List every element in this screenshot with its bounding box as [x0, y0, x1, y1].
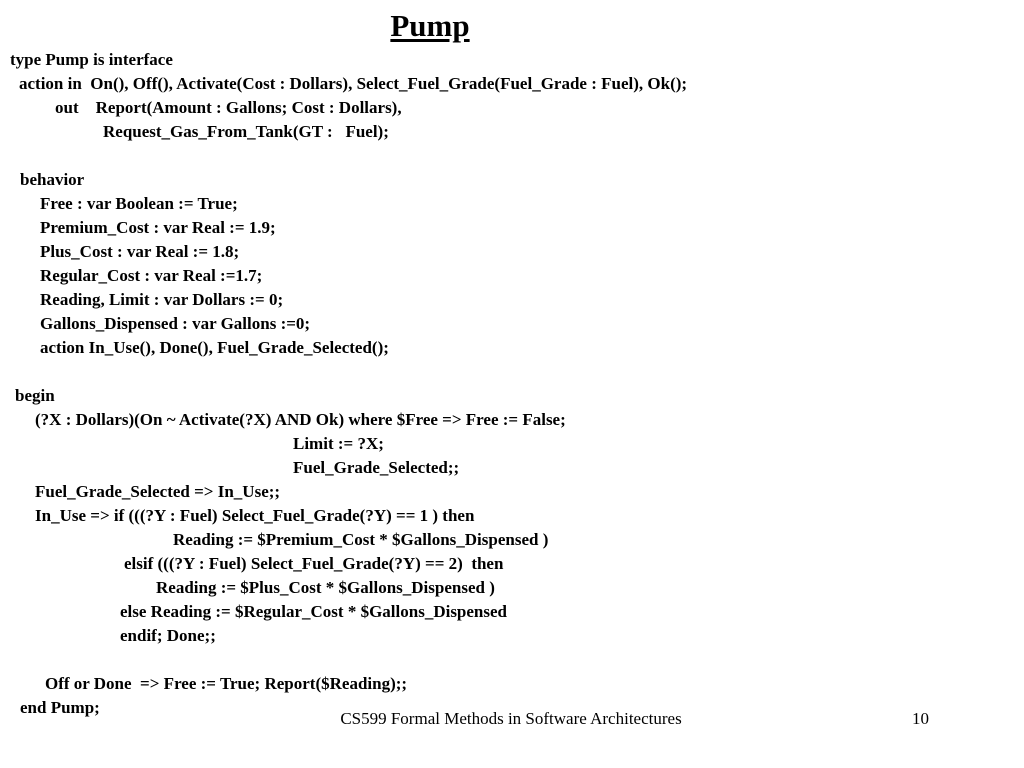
- code-line-else-regular: else Reading := $Regular_Cost * $Gallons_Dispensed: [120, 602, 508, 621]
- code-line-limit-assign: Limit := ?X;: [293, 434, 384, 453]
- code-line-reading-limit: Reading, Limit : var Dollars := 0;: [40, 290, 284, 309]
- code-line-request-gas: Request_Gas_From_Tank(GT : Fuel);: [103, 122, 389, 141]
- code-line-plus-cost: Plus_Cost : var Real := 1.8;: [40, 242, 240, 261]
- footer-page-number: 10: [912, 709, 929, 728]
- code-line-behavior: behavior: [20, 170, 85, 189]
- code-line-action-in: action in On(), Off(), Activate(Cost : Dollars), Select_Fuel_Grade(Fuel_Grade : Fuel), Ok();: [19, 74, 688, 93]
- code-line-elsif-grade-2: elsif (((?Y : Fuel) Select_Fuel_Grade(?Y) == 2) then: [124, 554, 504, 573]
- code-line-plus-reading: Reading := $Plus_Cost * $Gallons_Dispensed ): [156, 578, 495, 597]
- code-line-endif: endif; Done;;: [120, 626, 216, 645]
- code-line-premium-reading: Reading := $Premium_Cost * $Gallons_Dispensed ): [173, 530, 549, 549]
- code-line-end-pump: end Pump;: [20, 698, 100, 717]
- footer-course-title: CS599 Formal Methods in Software Architectures: [340, 709, 682, 728]
- code-line-type-decl: type Pump is interface: [10, 50, 173, 69]
- code-line-off-or-done: Off or Done => Free := True; Report($Reading);;: [45, 674, 408, 693]
- slide-title: Pump: [390, 8, 470, 43]
- code-line-if-grade-1: In_Use => if (((?Y : Fuel) Select_Fuel_Grade(?Y) == 1 ) then: [35, 506, 475, 525]
- code-line-free-var: Free : var Boolean := True;: [40, 194, 238, 213]
- code-line-grade-selected: Fuel_Grade_Selected;;: [293, 458, 460, 477]
- code-line-activate-rule: (?X : Dollars)(On ~ Activate(?X) AND Ok) where $Free => Free := False;: [35, 410, 566, 429]
- code-line-in-use-rule: Fuel_Grade_Selected => In_Use;;: [35, 482, 281, 501]
- code-line-regular-cost: Regular_Cost : var Real :=1.7;: [40, 266, 263, 285]
- code-line-action-decl: action In_Use(), Done(), Fuel_Grade_Selected();: [40, 338, 389, 357]
- code-line-gallons-dispensed: Gallons_Dispensed : var Gallons :=0;: [40, 314, 311, 333]
- code-line-begin: begin: [15, 386, 55, 405]
- code-line-premium-cost: Premium_Cost : var Real := 1.9;: [40, 218, 276, 237]
- code-line-out: out Report(Amount : Gallons; Cost : Dollars),: [55, 98, 402, 117]
